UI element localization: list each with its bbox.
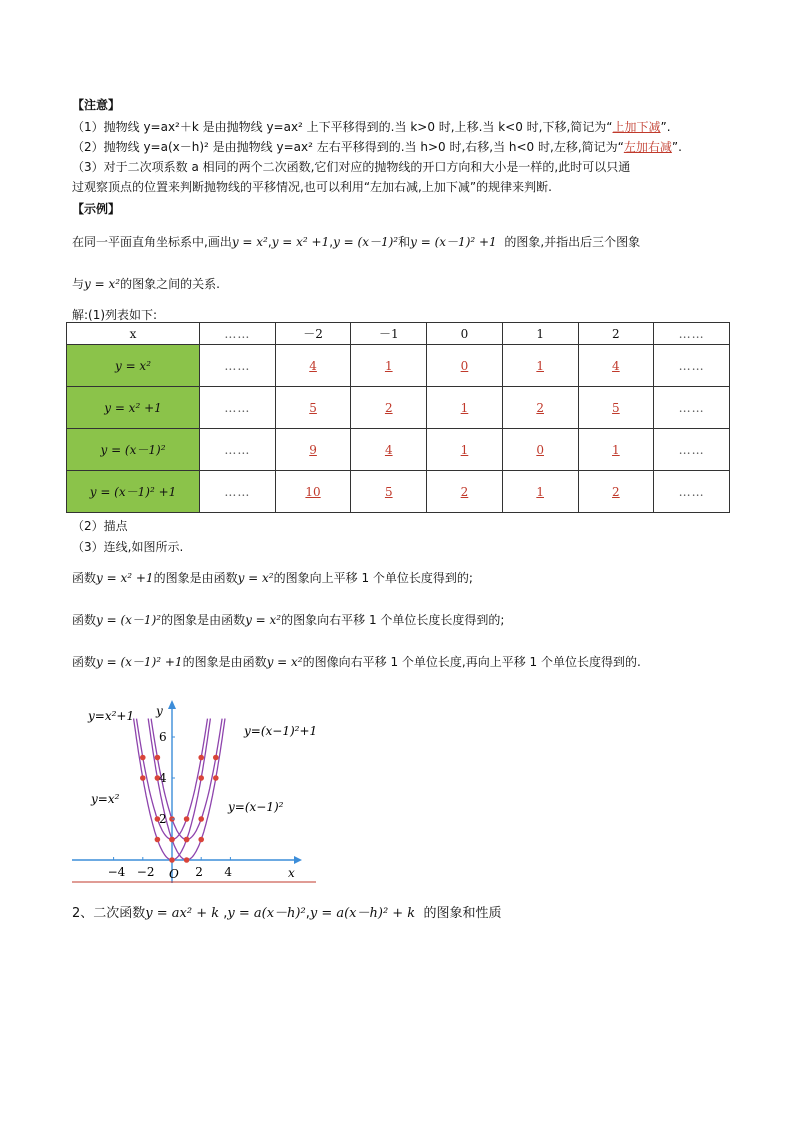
table-row [67, 345, 730, 387]
table-cell: …… [200, 387, 276, 429]
data-point [140, 775, 146, 781]
example-question-line2: 与y = x²的图象之间的关系. [72, 277, 220, 291]
table-row [67, 429, 730, 471]
data-point [155, 837, 161, 843]
table-cell: 1 [427, 387, 503, 429]
note-line-3b: 过观察顶点的位置来判断抛物线的平移情况,也可以利用“左加右减,上加下减”的规律来判断. [72, 180, 552, 194]
table-cell: 2 [578, 471, 654, 513]
origin-label: O [169, 867, 179, 881]
data-point [184, 837, 190, 843]
y-tick-label: 4 [159, 771, 167, 785]
data-point [184, 816, 190, 822]
conclusion-1: 函数y = x² +1的图象是由函数y = x²的图象向上平移 1 个单位长度得到的; [72, 571, 473, 585]
label-y-shift-plus1: y=(x−1)²+1 [244, 724, 318, 738]
note-heading: 【注意】 [72, 98, 121, 112]
data-point [198, 775, 204, 781]
table-header-cell: －1 [351, 323, 427, 345]
y-axis-label: y [156, 704, 163, 718]
table-header-cell: 1 [502, 323, 578, 345]
row-label: y = (x－1)² [67, 429, 200, 471]
table-cell: …… [200, 429, 276, 471]
label-y-x2: y=x² [91, 792, 120, 806]
conclusion-2: 函数y = (x－1)²的图象是由函数y = x²的图象向右平移 1 个单位长度长度得到的; [72, 613, 505, 627]
table-cell: 1 [502, 345, 578, 387]
table-cell: 2 [502, 387, 578, 429]
note-line-1: （1）抛物线 y=ax²＋k 是由抛物线 y=ax² 上下平移得到的.当 k>0 时,上移.当 k<0 时,下移,简记为“上加下减”. [72, 120, 671, 134]
label-y-x2-plus1: y=x²+1 [88, 709, 135, 723]
table-cell: 5 [351, 471, 427, 513]
table-cell: 5 [275, 387, 351, 429]
row-label: y = x² +1 [67, 387, 200, 429]
data-point [155, 755, 161, 761]
table-cell: …… [654, 471, 730, 513]
conclusion-3: 函数y = (x－1)² +1的图象是由函数y = x²的图像向右平移 1 个单位长度,再向上平移 1 个单位长度得到的. [72, 655, 641, 669]
data-point [198, 837, 204, 843]
data-point [184, 857, 190, 863]
table-cell: 1 [578, 429, 654, 471]
section-2-heading: 2、二次函数y = ax² + k ,y = a(x－h)²,y = a(x－h)² + k 的图象和性质 [72, 906, 502, 921]
solution-intro: 解:(1)列表如下: [72, 308, 158, 322]
table-cell: …… [654, 387, 730, 429]
table-cell: 2 [427, 471, 503, 513]
table-header-cell: 0 [427, 323, 503, 345]
table-header-cell: －2 [275, 323, 351, 345]
table-header-cell: 2 [578, 323, 654, 345]
table-cell: 4 [578, 345, 654, 387]
table-cell: …… [200, 345, 276, 387]
table-cell: 0 [502, 429, 578, 471]
curves-group [134, 719, 225, 861]
points-group [140, 755, 219, 863]
data-point [213, 775, 219, 781]
table-cell: …… [654, 345, 730, 387]
table-cell: 4 [275, 345, 351, 387]
example-heading: 【示例】 [72, 202, 121, 216]
x-tick-label: 4 [224, 865, 233, 879]
solution-step-2: （2）描点 [72, 519, 128, 533]
y-tick-label: 6 [159, 730, 167, 744]
data-point [198, 755, 204, 761]
parabola-graph [66, 695, 328, 890]
table-row [67, 387, 730, 429]
table-header-cell: …… [200, 323, 276, 345]
y-axis-arrow [168, 700, 176, 709]
note-line-2: （2）抛物线 y=a(x－h)² 是由抛物线 y=ax² 左右平移得到的.当 h>0 时,右移,当 h<0 时,左移,简记为“左加右减”. [72, 140, 682, 154]
x-axis-arrow [294, 856, 302, 864]
solution-step-3: （3）连线,如图所示. [72, 540, 184, 554]
table-header-row [67, 323, 730, 345]
x-axis-label: x [288, 866, 295, 880]
table-header-cell: x [67, 323, 200, 345]
data-point [169, 857, 175, 863]
table-cell: …… [654, 429, 730, 471]
table-header-cell: …… [654, 323, 730, 345]
ticks-group [108, 730, 233, 879]
table-cell: 5 [578, 387, 654, 429]
table-cell: 2 [351, 387, 427, 429]
table-cell: 0 [427, 345, 503, 387]
data-point [198, 816, 204, 822]
values-table [66, 322, 730, 513]
data-point [213, 755, 219, 761]
data-point [169, 837, 175, 843]
row-label: y = (x－1)² +1 [67, 471, 200, 513]
table-cell: 1 [351, 345, 427, 387]
x-tick-label: −4 [107, 865, 126, 879]
example-question-line1: 在同一平面直角坐标系中,画出y = x²,y = x² +1,y = (x－1)²和y = (x－1)² +1 的图象,并指出后三个图象 [72, 235, 641, 249]
data-point [140, 755, 146, 761]
y-tick-label: 2 [159, 812, 167, 826]
table-cell: 1 [427, 429, 503, 471]
label-y-shift: y=(x−1)² [228, 800, 284, 814]
table-cell: 10 [275, 471, 351, 513]
table-row [67, 471, 730, 513]
table-cell: …… [200, 471, 276, 513]
note-line-3a: （3）对于二次项系数 a 相同的两个二次函数,它们对应的抛物线的开口方向和大小是一样的,此时可以只通 [72, 160, 631, 174]
x-tick-label: 2 [195, 865, 203, 879]
x-tick-label: −2 [136, 865, 155, 879]
table-cell: 9 [275, 429, 351, 471]
table-cell: 1 [502, 471, 578, 513]
table-cell: 4 [351, 429, 427, 471]
row-label: y = x² [67, 345, 200, 387]
